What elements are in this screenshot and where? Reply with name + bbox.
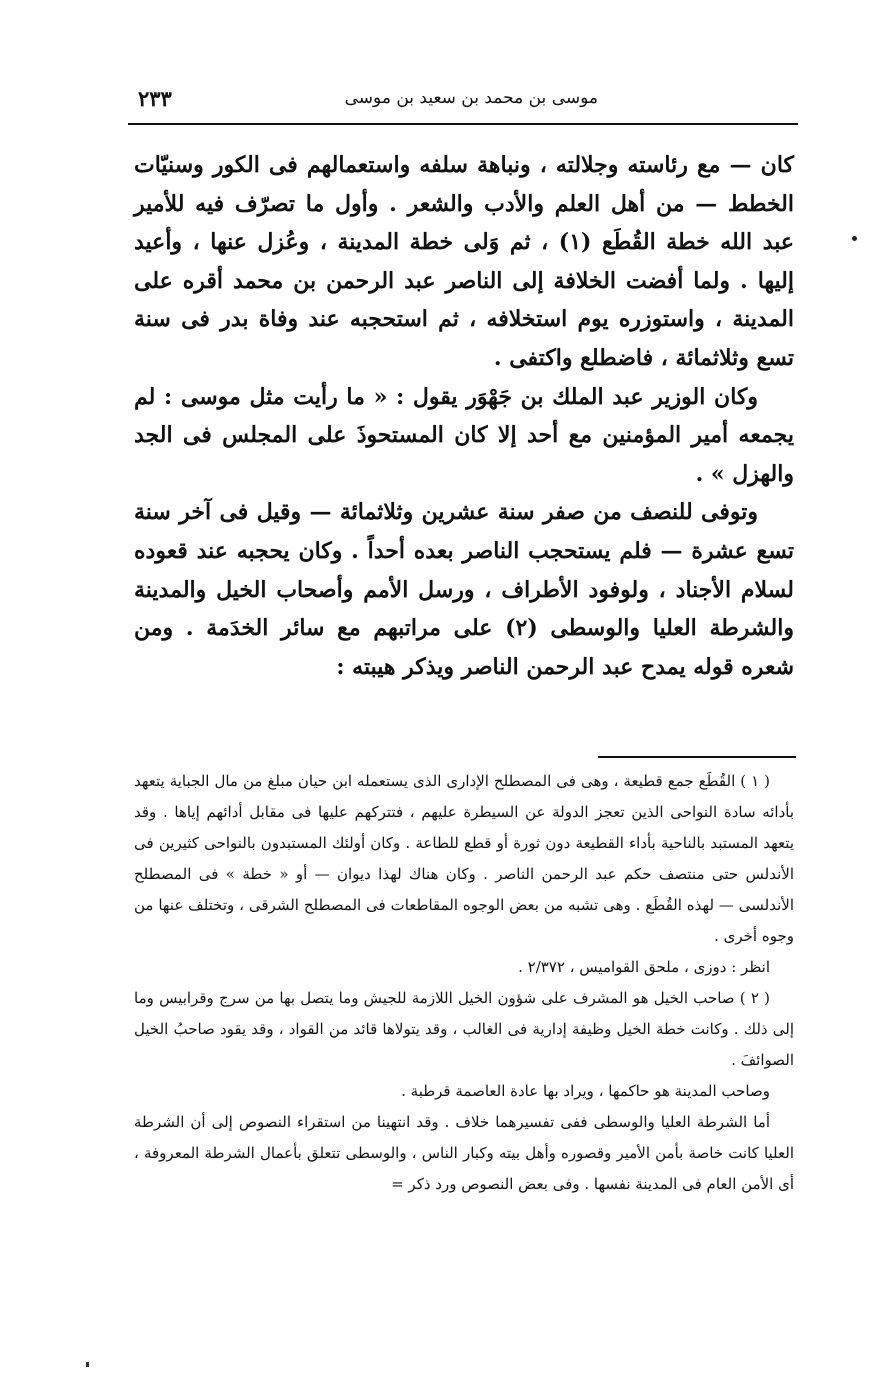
footnote-paragraph: وصاحب المدينة هو حاكمها ، ويراد بها عادة العاصمة قرطبة .	[401, 1082, 770, 1100]
footnote-paragraph: ( ٢ ) صاحب الخيل هو المشرف على شؤون الخيل اللازمة للجيش وما يتصل بها من سرج وقرابيس وما إلى ذلك . وكانت خطة الخيل وظيفة إدارية فى الغالب ، وقد يتولاها قائد من القواد ، وقد يقود صاحبُ الخيل الصوائفَ .	[134, 989, 794, 1069]
footnote-rule	[598, 756, 796, 758]
footnote-paragraph: أما الشرطة العليا والوسطى ففى تفسيرهما خلاف . وقد انتهينا من استقراء النصوص إلى أن الشرطة العليا كانت خاصة بأمن الأمير وقصوره وأهل بيته وكبار الناس ، والوسطى تتعلق بأعمال الشرطة المعروفة ، أى الأمن العام فى المدينة نفسها . وفى بعض النصوص ورد ذكر =	[134, 1113, 794, 1193]
body-paragraph: وكان الوزير عبد الملك بن جَهْوَر يقول : « ما رأيت مثل موسى : لم يجمعه أمير المؤمنين مع أحد إلا كان المستحوذَ على المجلس فى الجد والهزل » .	[134, 383, 794, 487]
page-header	[130, 86, 798, 120]
page-number: ٢٣٣	[138, 86, 172, 111]
margin-dot	[852, 236, 857, 241]
footnotes	[134, 766, 794, 1200]
footnote-paragraph: ( ١ ) القُطَع جمع قطيعة ، وهى فى المصطلح الإدارى الذى يستعمله ابن حيان مبلغ من مال الجباية يتعهد بأدائه سادة النواحى الذين تعجز الدولة عن السيطرة عليهم ، فتتركهم عليها فى مقابل أدائهم إياها . وقد يتعهد المستبد بالناحية بأداء القطيعة دون ثورة أو قطع للطاعة . وكان أولئك المستبدون بالنواحى كثيرين فى الأندلس حتى منتصف حكم عبد الرحمن الناصر . وكان هناك لهذا ديوان — أو « خطة » فى المصطلح الأندلسى — لهذه القُطَع . وهى تشبه من بعض الوجوه المقاطعات فى المصطلح الشرقى ، وتختلف عنها من وجوه أخرى .	[134, 772, 794, 945]
main-text	[134, 146, 794, 686]
running-title: موسى بن محمد بن سعيد بن موسى	[344, 88, 598, 108]
body-paragraph: كان — مع رئاسته وجلالته ، ونباهة سلفه واستعمالهم فى الكور وسنيّات الخطط — من أهل العلم والأدب والشعر . وأول ما تصرّف فيه للأمير عبد الله خطة القُطَع (١) ، ثم وَلى خطة المدينة ، وعُزل عنها ، وأعيد إليها . ولما أفضت الخلافة إلى الناصر عبد الرحمن بن محمد أقره على المدينة ، واستوزره يوم استخلافه ، ثم استحجبه عند وفاة بدر فى سنة تسع وثلاثمائة ، فاضطلع واكتفى .	[134, 152, 794, 371]
scan-speck	[86, 1362, 89, 1367]
footnote-reference: انظر : دوزى ، ملحق القواميس ، ٢/٣٧٢ .	[518, 958, 770, 976]
body-paragraph: وتوفى للنصف من صفر سنة عشرين وثلاثمائة — وقيل فى آخر سنة تسع عشرة — فلم يستحجب الناصر بعده أحداً . وكان يحجبه عند قعوده لسلام الأجناد ، ولوفود الأطراف ، ورسل الأمم وأصحاب الخيل والمدينة والشرطة العليا والوسطى (٢) على مراتبهم مع سائر الخدَمة . ومن شعره قوله يمدح عبد الرحمن الناصر ويذكر هيبته :	[134, 499, 795, 680]
header-rule	[128, 123, 798, 125]
